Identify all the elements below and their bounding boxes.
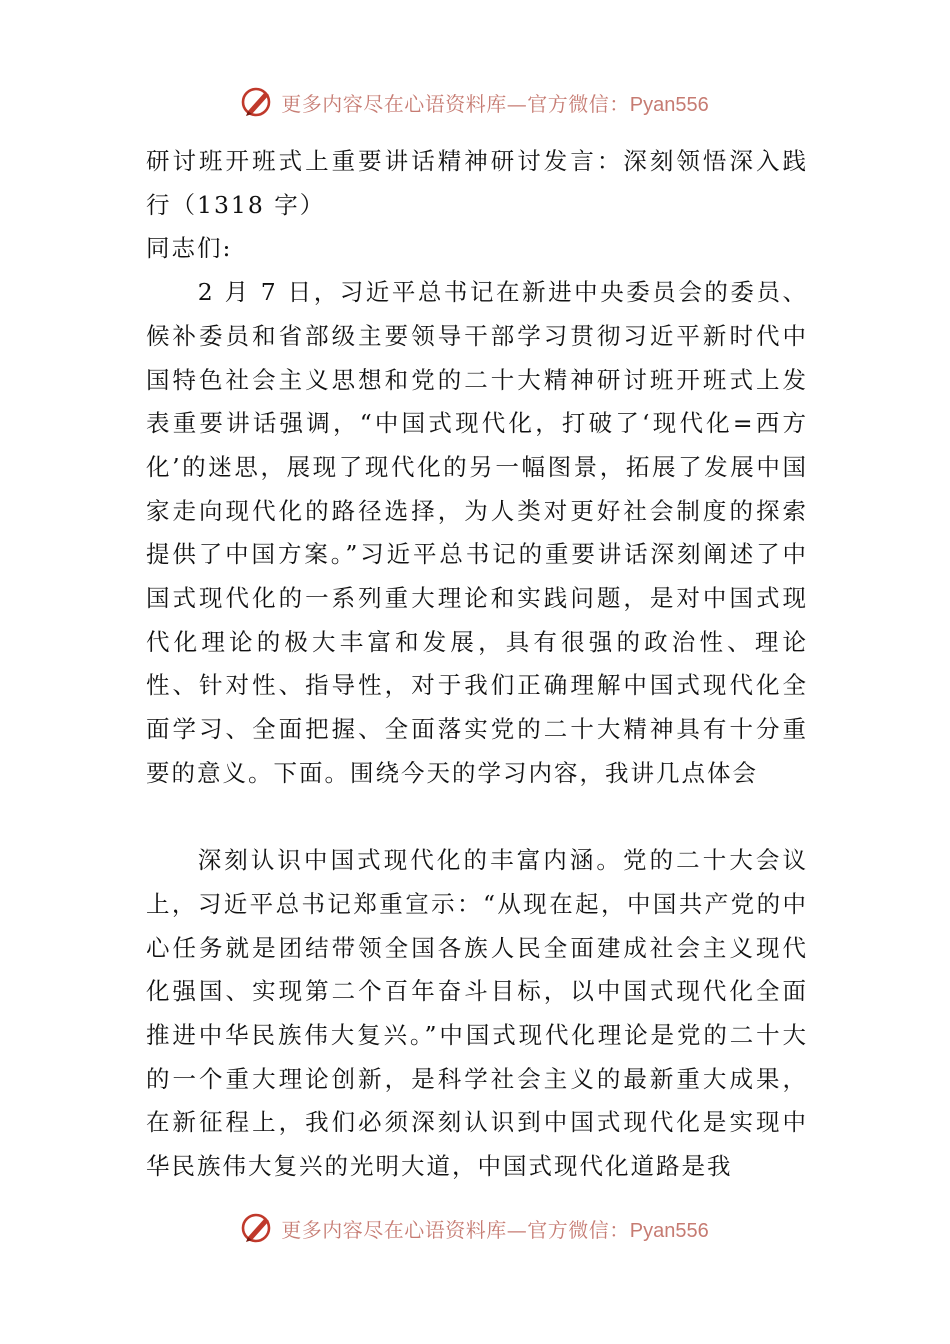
footer-watermark [0, 1208, 950, 1248]
watermark-handle: Pyan556 [629, 93, 709, 116]
pen-logo-icon [241, 1211, 275, 1245]
watermark-handle: Pyan556 [629, 1219, 709, 1242]
watermark-text: 更多内容尽在心语资料库—官方微信：Pyan556 [281, 1217, 709, 1242]
paragraph-section-1: 深刻认识中国式现代化的丰富内涵。党的二十大会议上，习近平总书记郑重宣示：“从现在起，中国共产党的中心任务就是团结带领全国各族人民全面建成社会主义现代化强国、实现第二个百年奋斗目标，以中国式现代化全面推进中华民族伟大复兴。”中国式现代化理论是党的二十大的一个重大理论创新，是科学社会主义的最新重大成果，在新征程上，我们必须深刻认识到中国式现代化是实现中华民族伟大复兴的光明大道，中国式现代化道路是我 [146, 846, 808, 1181]
salutation: 同志们: [146, 234, 233, 263]
pen-logo-icon [241, 85, 275, 119]
document-title: 研讨班开班式上重要讲话精神研讨发言：深刻领悟深入践行（1318 字） [146, 147, 808, 219]
watermark-text: 更多内容尽在心语资料库—官方微信：Pyan556 [281, 91, 709, 116]
header-watermark [0, 82, 950, 122]
document-body [146, 140, 808, 1189]
paragraph-intro: 2 月 7 日，习近平总书记在新进中央委员会的委员、候补委员和省部级主要领导干部学习贯彻习近平新时代中国特色社会主义思想和党的二十大精神研讨班开班式上发表重要讲话强调，“中国式现代化，打破了‘现代化=西方化’的迷思，展现了现代化的另一幅图景，拓展了发展中国家走向现代化的路径选择，为人类对更好社会制度的探索提供了中国方案。”习近平总书记的重要讲话深刻阐述了中国式现代化的一系列重大理论和实践问题，是对中国式现代化理论的极大丰富和发展，具有很强的政治性、理论性、针对性、指导性，对于我们正确理解中国式现代化全面学习、全面把握、全面落实党的二十大精神具有十分重要的意义。下面。围绕今天的学习内容，我讲几点体会 [146, 278, 808, 787]
